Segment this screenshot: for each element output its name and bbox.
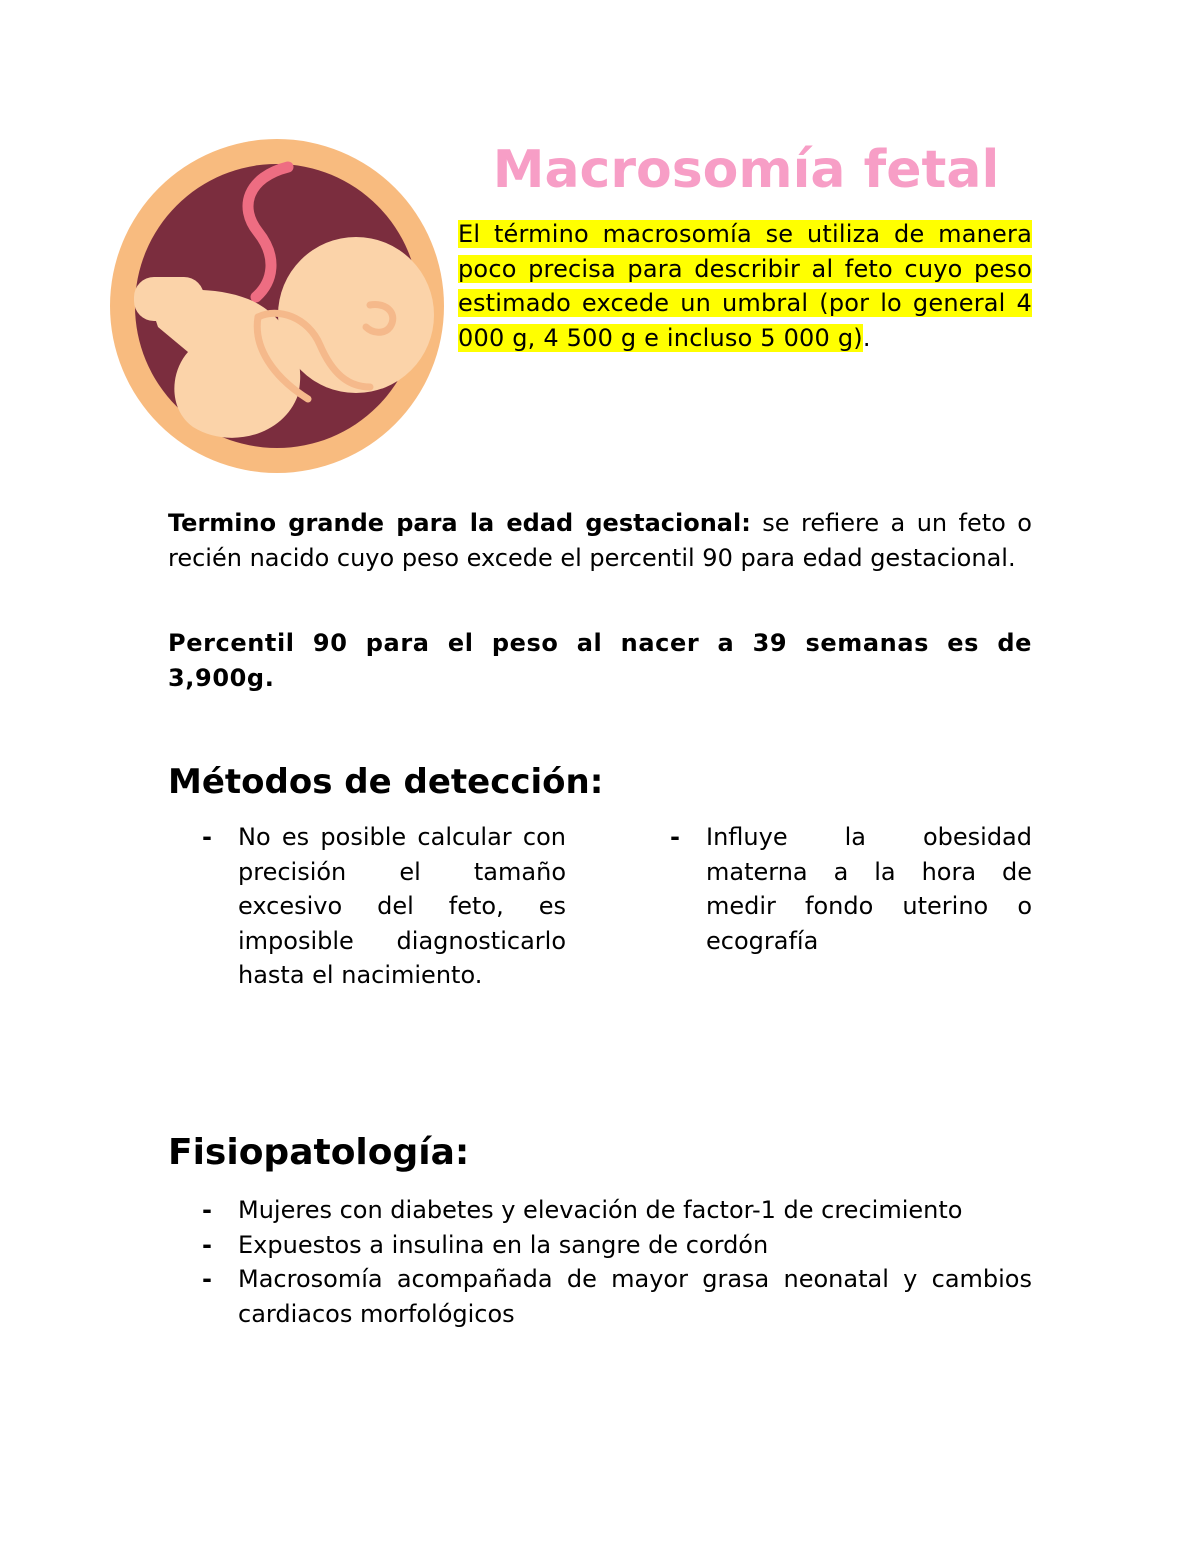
list-item [202,1262,1032,1331]
metodos-list-right [670,820,1032,958]
dash-bullet: - [202,1265,212,1294]
dash-bullet: - [202,823,212,851]
list-item [670,820,1032,958]
lga-text: se refiere a un feto o recién nacido cuyo peso excede el percentil 90 para edad gestacional. [168,509,1032,572]
fisiopatologia-heading: Fisiopatología: [168,1132,470,1173]
dash-bullet: - [670,823,680,851]
page-title: Macrosomía fetal [492,140,1000,200]
fetus-head [278,237,434,393]
list-item-text: Macrosomía acompañada de mayor grasa neonatal y cambios cardiacos morfológicos [238,1265,1032,1328]
list-item [202,1228,1032,1263]
definition-highlighted-text: El término macrosomía se utiliza de manera poco precisa para describir al feto cuyo peso estimado excede un umbral (por lo general 4 000 g, 4 500 g e incluso 5 000 g) [458,220,1032,352]
fetus-in-womb-icon [108,137,446,475]
list-item-text: No es posible calcular con precisión el tamaño excesivo del feto, es imposible diagnosticarlo hasta el nacimiento. [238,823,566,990]
dash-bullet: - [202,1196,212,1224]
metodos-heading: Métodos de detección: [168,762,604,802]
definition-tail: . [862,323,871,352]
dash-bullet: - [202,1230,212,1259]
percentile-paragraph: Percentil 90 para el peso al nacer a 39 semanas es de 3,900g. [168,629,1032,692]
lga-term: Termino grande para la edad gestacional: [168,509,751,537]
fisiopatologia-list [202,1193,1032,1331]
metodos-list-left [202,820,566,993]
definition-paragraph [458,217,1032,355]
fetus-arm [134,277,204,321]
list-item [202,820,566,993]
list-item [202,1193,1032,1228]
lga-paragraph [168,506,1032,575]
list-item-text: Influye la obesidad materna a la hora de medir fondo uterino o ecografía [706,823,1032,955]
list-item-text: Expuestos a insulina en la sangre de cordón [238,1230,769,1259]
list-item-text: Mujeres con diabetes y elevación de factor-1 de crecimiento [238,1196,963,1224]
